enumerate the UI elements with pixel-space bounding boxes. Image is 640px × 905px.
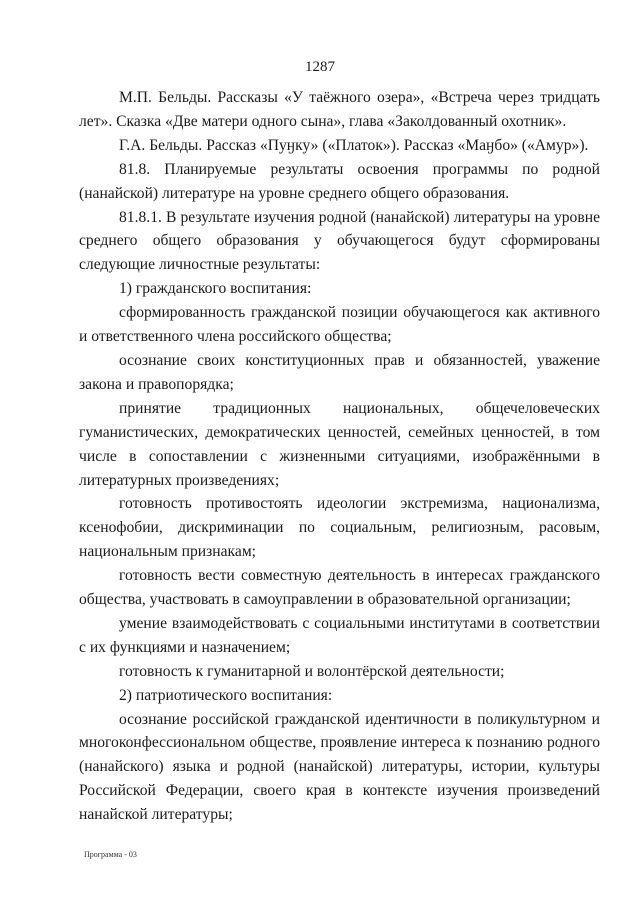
- page-footer: Программа - 03: [84, 850, 137, 859]
- list-item: готовность вести совместную деятельность в интересах гражданского общества, участвовать в самоуправлении в образовательной организации;: [79, 567, 600, 609]
- paragraph: Г.А. Бельды. Рассказ «Пуӈку» («Платок»). Рассказ «Маӈбо» («Амур»).: [119, 136, 589, 154]
- list-item: осознание российской гражданской идентичности в поликультурном и многоконфессиональном обществе, проявление интереса к познанию родного (нанайского) языка и родной (нанайской) литературы, истории, культуры Российской Федерации, своего края в контексте изучения произведений нанайской литературы;: [79, 710, 600, 824]
- section-heading: 81.8. Планируемые результаты освоения программы по родной (нанайской) литературе на уровне среднего общего образования.: [79, 160, 600, 202]
- paragraph: М.П. Бельды. Рассказы «У таёжного озера», «Встреча через тридцать лет». Сказка «Две матери одного сына», глава «Заколдованный охотник».: [79, 89, 600, 130]
- page-number: 1287: [305, 59, 335, 75]
- list-heading: 1) гражданского воспитания:: [119, 280, 312, 298]
- list-item: осознание своих конституционных прав и обязанностей, уважение закона и правопорядка;: [79, 351, 600, 393]
- list-item: умение взаимодействовать с социальными институтами в соответствии с их функциями и назначением;: [79, 614, 600, 656]
- list-item: готовность к гуманитарной и волонтёрской деятельности;: [119, 662, 505, 680]
- list-item: сформированность гражданской позиции обучающегося как активного и ответственного члена российского общества;: [79, 304, 600, 346]
- list-item: принятие традиционных национальных, общечеловеческих гуманистических, демократических ценностей, семейных ценностей, в том числе в сопоставлении с жизненными ситуациями, изображёнными в литературных произведениях;: [79, 399, 600, 489]
- document-body: [79, 86, 600, 827]
- list-heading: 2) патриотического воспитания:: [119, 686, 333, 704]
- list-item: готовность противостоять идеологии экстремизма, национализма, ксенофобии, дискриминации по социальным, религиозным, расовым, национальным признакам;: [79, 495, 600, 561]
- subsection-paragraph: 81.8.1. В результате изучения родной (нанайской) литературы на уровне среднего общего образования у обучающегося будут сформированы следующие личностные результаты:: [79, 208, 600, 274]
